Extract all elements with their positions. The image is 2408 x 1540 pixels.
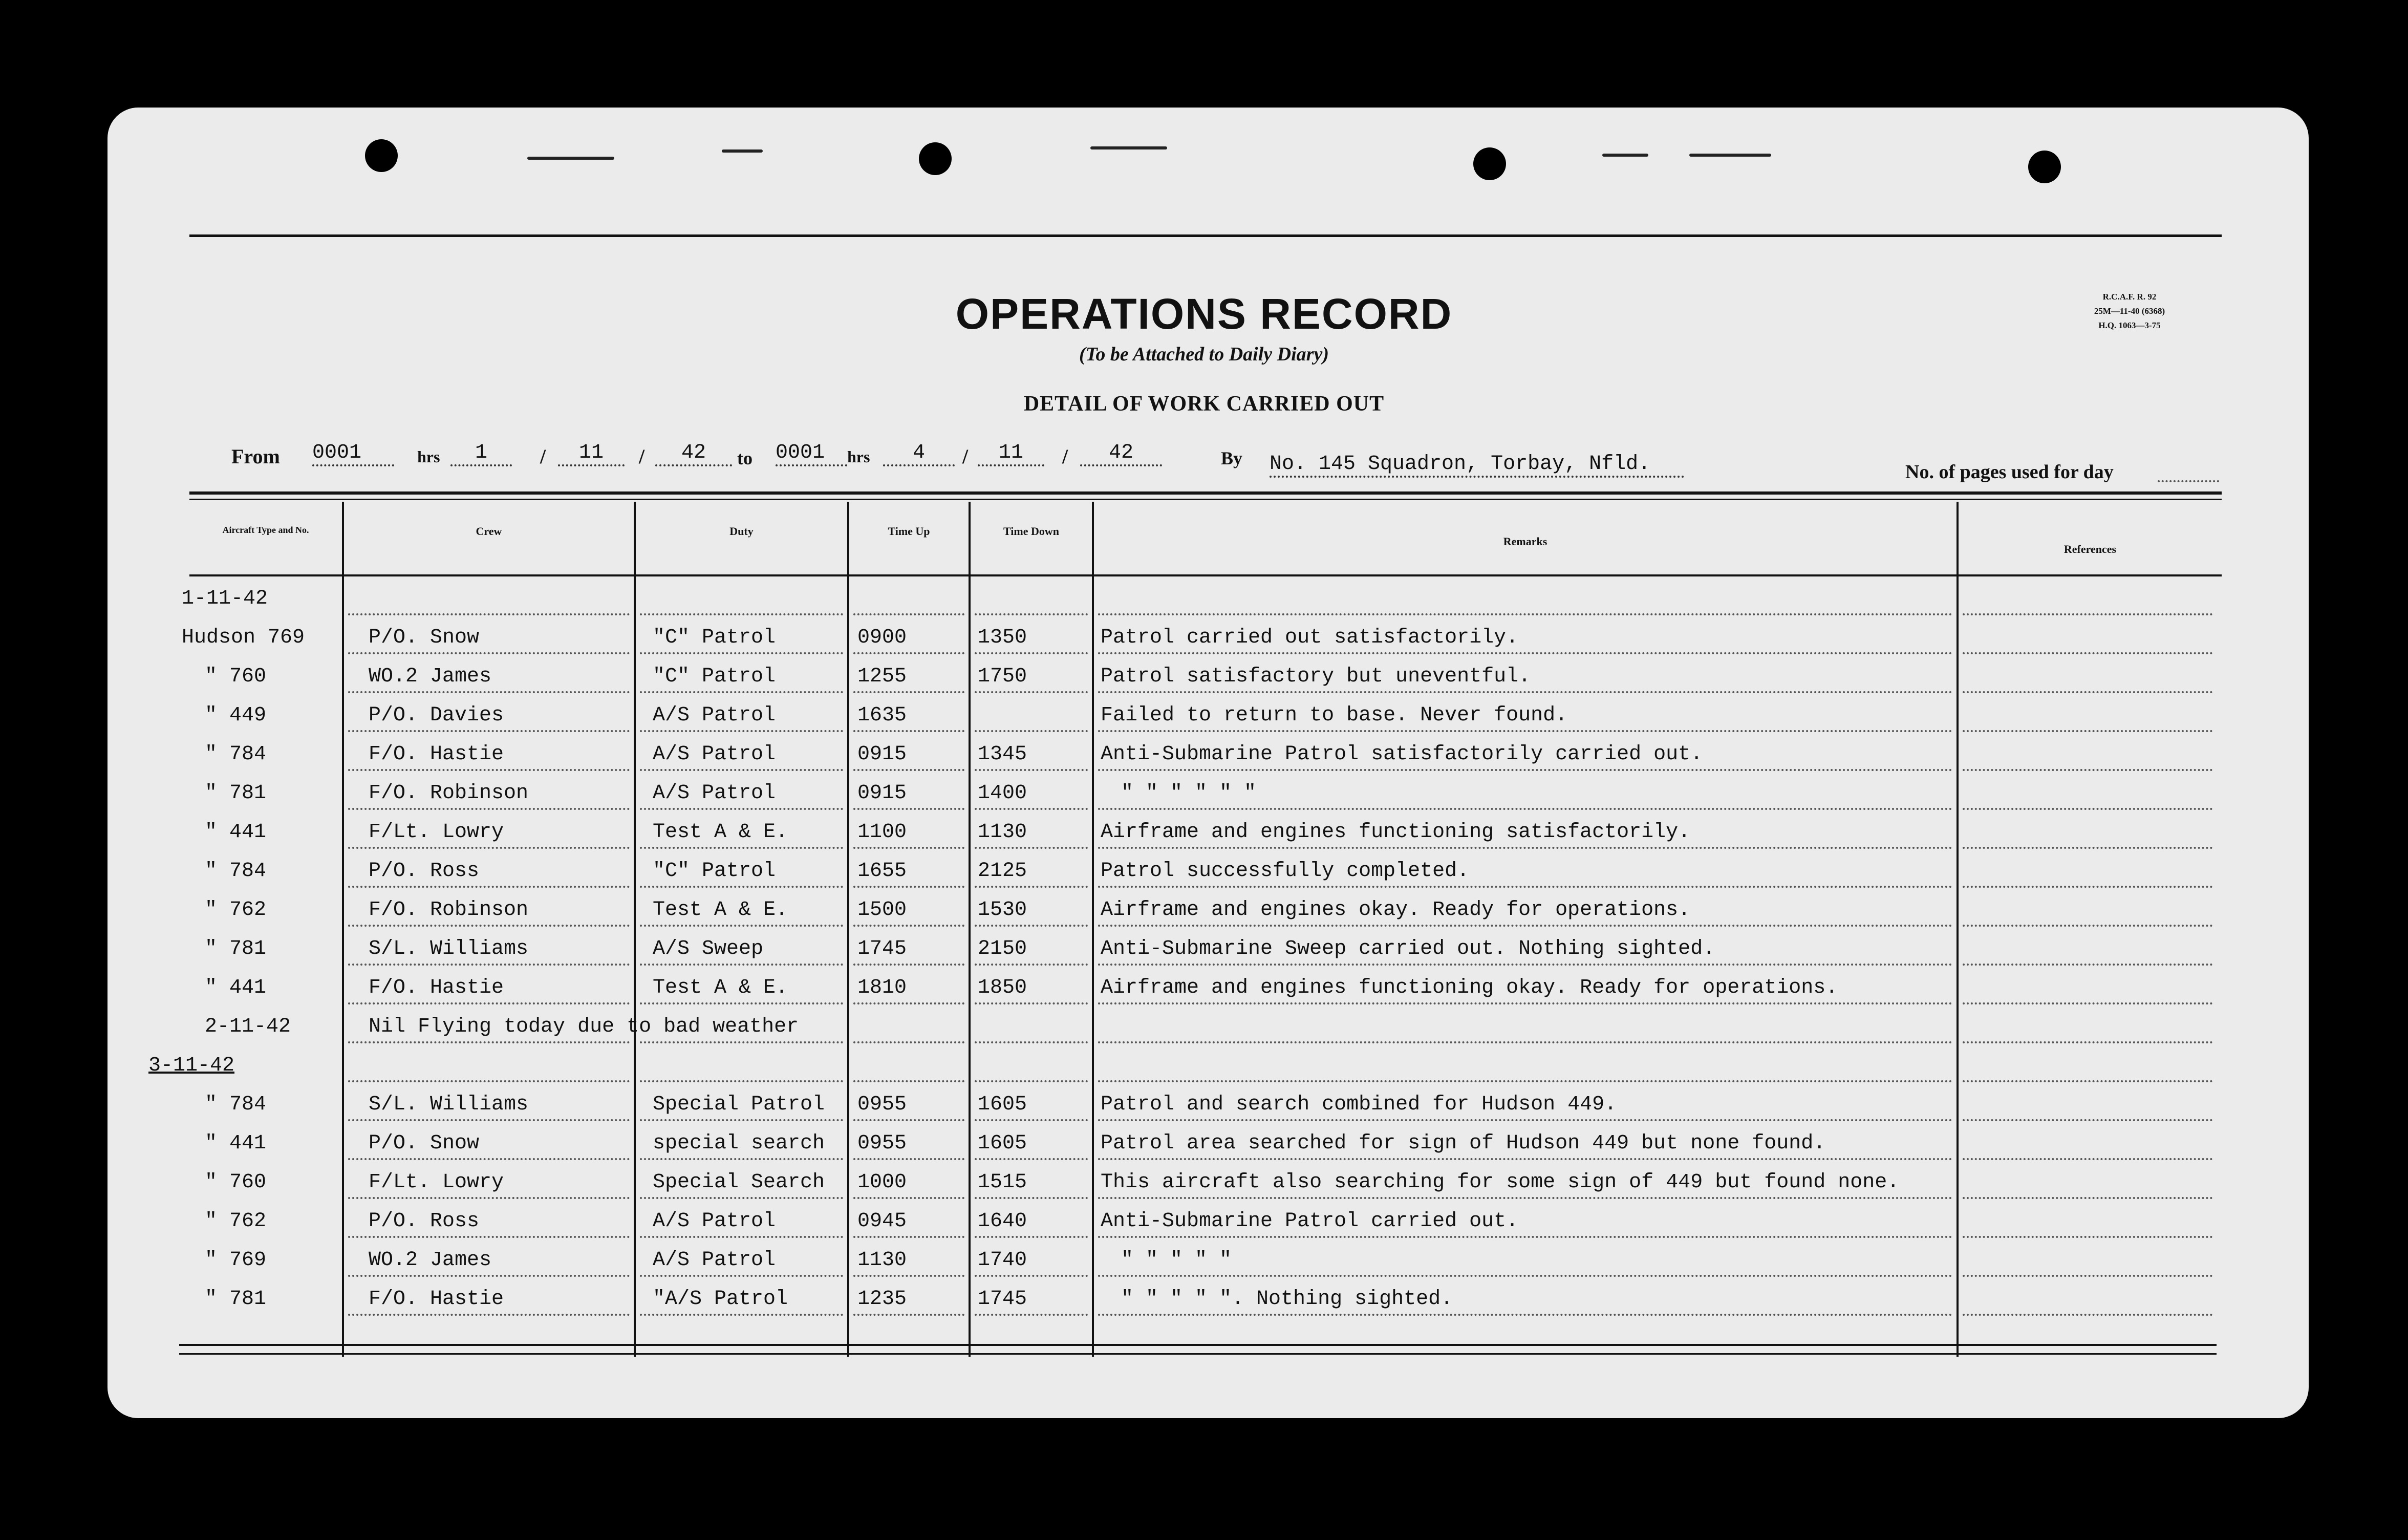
punch-mark [1602, 154, 1648, 157]
crew-cell: P/O. Ross [369, 860, 480, 883]
time-down-cell: 1605 [978, 1093, 1027, 1116]
row-dotted-rule [640, 1197, 843, 1199]
duty-cell: special search [653, 1132, 825, 1155]
row-dotted-rule [853, 1080, 964, 1082]
row-dotted-rule [640, 808, 843, 810]
from-day: 1 [450, 441, 512, 466]
row-dotted-rule [853, 1041, 964, 1043]
crew-cell: F/O. Hastie [369, 743, 504, 766]
aircraft-cell: " 760 [205, 1171, 267, 1194]
from-time: 0001 [312, 441, 394, 466]
row-dotted-rule [348, 1002, 630, 1004]
row-dotted-rule [975, 769, 1088, 771]
pages-fill [2158, 480, 2219, 482]
row-dotted-rule [1098, 613, 1952, 615]
aircraft-cell: 2-11-42 [205, 1015, 291, 1038]
crew-cell: WO.2 James [369, 665, 492, 688]
row-dotted-rule [640, 769, 843, 771]
aircraft-cell: " 784 [205, 860, 267, 883]
row-dotted-rule [1963, 808, 2212, 810]
col-header-crew: Crew [476, 525, 502, 538]
top-rule [189, 234, 2222, 237]
col-header-remarks: Remarks [1503, 535, 1547, 548]
date-separator: / [540, 445, 546, 468]
crew-cell: F/O. Robinson [369, 899, 529, 922]
time-up-cell: 0915 [857, 782, 907, 805]
row-dotted-rule [1098, 1119, 1952, 1121]
table-bottom-rule-2 [179, 1353, 2217, 1355]
binder-hole [1473, 147, 1506, 180]
time-down-cell: 1400 [978, 782, 1027, 805]
duty-cell: A/S Sweep [653, 937, 764, 960]
row-dotted-rule [348, 925, 630, 927]
row-dotted-rule [853, 691, 964, 693]
duty-cell: Special Patrol [653, 1093, 825, 1116]
row-dotted-rule [1963, 1080, 2212, 1082]
row-dotted-rule [1963, 691, 2212, 693]
row-dotted-rule [853, 1275, 964, 1277]
row-dotted-rule [640, 886, 843, 888]
row-dotted-rule [1098, 769, 1952, 771]
crew-cell: P/O. Snow [369, 626, 480, 649]
row-dotted-rule [348, 808, 630, 810]
to-year: 42 [1080, 441, 1162, 466]
crew-cell: F/O. Robinson [369, 782, 529, 805]
remarks-cell: Patrol and search combined for Hudson 449. [1101, 1093, 1617, 1116]
row-dotted-rule [853, 1119, 964, 1121]
remarks-cell: Airframe and engines okay. Ready for operations. [1101, 899, 1691, 922]
row-dotted-rule [348, 769, 630, 771]
remarks-cell: Airframe and engines functioning satisfactorily. [1101, 821, 1691, 844]
time-up-cell: 1100 [857, 821, 907, 844]
row-dotted-rule [640, 964, 843, 966]
row-dotted-rule [640, 1314, 843, 1316]
aircraft-cell: " 781 [205, 937, 267, 960]
row-dotted-rule [1963, 847, 2212, 849]
remarks-cell: Anti-Submarine Patrol carried out. [1101, 1210, 1519, 1233]
row-dotted-rule [975, 886, 1088, 888]
crew-cell: P/O. Snow [369, 1132, 480, 1155]
row-dotted-rule [640, 847, 843, 849]
time-up-cell: 1000 [857, 1171, 907, 1194]
time-up-cell: 1500 [857, 899, 907, 922]
row-dotted-rule [640, 1119, 843, 1121]
row-dotted-rule [1098, 886, 1952, 888]
form-ref-line: R.C.A.F. R. 92 [2102, 292, 2157, 302]
punch-mark [1090, 146, 1167, 149]
remarks-cell: Anti-Submarine Sweep carried out. Nothing sighted. [1101, 937, 1715, 960]
remarks-cell: " " " " " " [1121, 782, 1257, 805]
row-dotted-rule [975, 1041, 1088, 1043]
col-header-duty: Duty [729, 525, 754, 538]
crew-cell: F/Lt. Lowry [369, 821, 504, 844]
section-heading: DETAIL OF WORK CARRIED OUT [1023, 392, 1385, 416]
page-title: OPERATIONS RECORD [955, 290, 1453, 338]
row-dotted-rule [853, 1197, 964, 1199]
row-dotted-rule [853, 1236, 964, 1238]
crew-cell: F/O. Hastie [369, 1288, 504, 1311]
time-up-cell: 0900 [857, 626, 907, 649]
row-dotted-rule [640, 1002, 843, 1004]
header-rule [189, 574, 2222, 576]
row-dotted-rule [348, 1119, 630, 1121]
row-dotted-rule [1963, 1236, 2212, 1238]
remarks-cell: Patrol successfully completed. [1101, 860, 1470, 883]
time-down-cell: 1740 [978, 1249, 1027, 1272]
row-dotted-rule [348, 886, 630, 888]
column-divider [847, 502, 849, 1357]
row-dotted-rule [1098, 1158, 1952, 1160]
row-dotted-rule [640, 730, 843, 732]
row-dotted-rule [1963, 886, 2212, 888]
row-dotted-rule [1963, 1275, 2212, 1277]
row-dotted-rule [348, 1080, 630, 1082]
crew-cell: P/O. Ross [369, 1210, 480, 1233]
row-dotted-rule [348, 847, 630, 849]
by-label: By [1221, 448, 1243, 468]
row-dotted-rule [1963, 1158, 2212, 1160]
row-dotted-rule [1963, 964, 2212, 966]
time-down-cell: 1640 [978, 1210, 1027, 1233]
row-dotted-rule [1098, 1041, 1952, 1043]
crew-cell: F/Lt. Lowry [369, 1171, 504, 1194]
row-dotted-rule [348, 1314, 630, 1316]
row-dotted-rule [1098, 730, 1952, 732]
row-dotted-rule [1098, 964, 1952, 966]
time-down-cell: 1850 [978, 976, 1027, 999]
row-dotted-rule [975, 730, 1088, 732]
remarks-cell: This aircraft also searching for some sign of 449 but found none. [1101, 1171, 1900, 1194]
row-dotted-rule [853, 886, 964, 888]
row-dotted-rule [853, 1158, 964, 1160]
duty-cell: A/S Patrol [653, 743, 776, 766]
row-dotted-rule [853, 652, 964, 654]
row-dotted-rule [1963, 1314, 2212, 1316]
duty-cell: A/S Patrol [653, 704, 776, 727]
row-dotted-rule [975, 847, 1088, 849]
aircraft-cell: " 781 [205, 1288, 267, 1311]
row-dotted-rule [1963, 1002, 2212, 1004]
date-separator: / [1062, 445, 1068, 468]
row-dotted-rule [348, 652, 630, 654]
aircraft-cell: " 762 [205, 1210, 267, 1233]
col-header-time-down: Time Down [1003, 525, 1059, 538]
aircraft-cell: " 781 [205, 782, 267, 805]
row-dotted-rule [1963, 1119, 2212, 1121]
page-subtitle: (To be Attached to Daily Diary) [1079, 344, 1329, 365]
time-up-cell: 1235 [857, 1288, 907, 1311]
aircraft-cell: " 441 [205, 1132, 267, 1155]
remarks-cell: Patrol satisfactory but uneventful. [1101, 665, 1531, 688]
row-dotted-rule [348, 691, 630, 693]
aircraft-cell: " 441 [205, 821, 267, 844]
hrs-label-2: hrs [847, 447, 870, 466]
hrs-label: hrs [417, 447, 440, 466]
row-dotted-rule [975, 964, 1088, 966]
pages-label: No. of pages used for day [1905, 461, 2114, 483]
row-dotted-rule [1098, 847, 1952, 849]
row-dotted-rule [1098, 691, 1952, 693]
row-dotted-rule [975, 808, 1088, 810]
duty-cell: A/S Patrol [653, 782, 776, 805]
aircraft-cell: Hudson 769 [182, 626, 305, 649]
binder-hole [2028, 151, 2061, 183]
column-divider [342, 502, 344, 1357]
duty-cell: "C" Patrol [653, 860, 776, 883]
aircraft-cell: " 762 [205, 899, 267, 922]
time-down-cell: 1350 [978, 626, 1027, 649]
row-dotted-rule [1098, 652, 1952, 654]
row-dotted-rule [348, 1158, 630, 1160]
row-dotted-rule [640, 1158, 843, 1160]
form-ref-line: 25M—11-40 (6368) [2094, 306, 2165, 316]
duty-cell: Special Search [653, 1171, 825, 1194]
duty-cell: A/S Patrol [653, 1249, 776, 1272]
row-dotted-rule [1963, 769, 2212, 771]
column-divider [969, 502, 971, 1357]
to-label: to [737, 448, 752, 468]
time-up-cell: 1810 [857, 976, 907, 999]
row-dotted-rule [1098, 1002, 1952, 1004]
duty-cell: "C" Patrol [653, 626, 776, 649]
crew-cell: S/L. Williams [369, 937, 529, 960]
time-down-cell: 2150 [978, 937, 1027, 960]
remarks-cell: " " " " ". Nothing sighted. [1121, 1288, 1453, 1311]
aircraft-cell: " 449 [205, 704, 267, 727]
row-dotted-rule [348, 1197, 630, 1199]
time-down-cell: 1745 [978, 1288, 1027, 1311]
row-dotted-rule [853, 1314, 964, 1316]
time-down-cell: 2125 [978, 860, 1027, 883]
row-dotted-rule [1098, 925, 1952, 927]
row-dotted-rule [853, 730, 964, 732]
crew-cell: P/O. Davies [369, 704, 504, 727]
time-up-cell: 1655 [857, 860, 907, 883]
time-down-cell: 1515 [978, 1171, 1027, 1194]
time-up-cell: 0915 [857, 743, 907, 766]
from-year: 42 [655, 441, 732, 466]
row-dotted-rule [975, 1080, 1088, 1082]
row-dotted-rule [853, 613, 964, 615]
row-dotted-rule [975, 925, 1088, 927]
row-dotted-rule [1098, 1275, 1952, 1277]
duty-cell: "C" Patrol [653, 665, 776, 688]
aircraft-cell: 1-11-42 [182, 587, 268, 610]
duty-cell: Test A & E. [653, 976, 788, 999]
to-month: 11 [978, 441, 1044, 466]
crew-cell: WO.2 James [369, 1249, 492, 1272]
remarks-cell: Failed to return to base. Never found. [1101, 704, 1568, 727]
row-dotted-rule [640, 1275, 843, 1277]
row-dotted-rule [348, 1236, 630, 1238]
table-bottom-rule [179, 1344, 2217, 1346]
row-dotted-rule [640, 1080, 843, 1082]
time-down-cell: 1530 [978, 899, 1027, 922]
row-dotted-rule [640, 613, 843, 615]
time-up-cell: 0955 [857, 1132, 907, 1155]
row-dotted-rule [348, 1275, 630, 1277]
punch-mark [722, 149, 763, 153]
aircraft-cell: " 784 [205, 743, 267, 766]
time-down-cell: 1130 [978, 821, 1027, 844]
col-header-references: References [2063, 543, 2117, 555]
row-dotted-rule [640, 1236, 843, 1238]
from-label: From [231, 445, 280, 468]
row-dotted-rule [640, 925, 843, 927]
remarks-cell: " " " " " [1121, 1249, 1232, 1272]
row-dotted-rule [975, 1002, 1088, 1004]
row-dotted-rule [975, 1275, 1088, 1277]
row-dotted-rule [1963, 652, 2212, 654]
date-separator: / [639, 445, 645, 468]
row-dotted-rule [1963, 1197, 2212, 1199]
column-divider [1956, 502, 1959, 1357]
row-dotted-rule [640, 652, 843, 654]
row-dotted-rule [975, 613, 1088, 615]
aircraft-cell: " 760 [205, 665, 267, 688]
row-dotted-rule [853, 1002, 964, 1004]
row-dotted-rule [975, 1158, 1088, 1160]
row-dotted-rule [853, 769, 964, 771]
duty-cell: A/S Patrol [653, 1210, 776, 1233]
time-down-cell: 1345 [978, 743, 1027, 766]
table-top-rule-2 [189, 499, 2222, 500]
row-dotted-rule [853, 925, 964, 927]
row-dotted-rule [853, 808, 964, 810]
row-dotted-rule [853, 847, 964, 849]
punch-mark [1689, 154, 1771, 157]
row-dotted-rule [1963, 925, 2212, 927]
row-dotted-rule [640, 691, 843, 693]
time-up-cell: 1635 [857, 704, 907, 727]
row-dotted-rule [1963, 730, 2212, 732]
to-time: 0001 [776, 441, 847, 466]
aircraft-cell: 3-11-42 [148, 1054, 235, 1077]
time-up-cell: 1130 [857, 1249, 907, 1272]
aircraft-cell: " 441 [205, 976, 267, 999]
row-dotted-rule [975, 691, 1088, 693]
row-dotted-rule [1098, 1080, 1952, 1082]
time-up-cell: 0955 [857, 1093, 907, 1116]
binder-hole [365, 139, 398, 172]
row-dotted-rule [1098, 1314, 1952, 1316]
remarks-cell: Anti-Submarine Patrol satisfactorily carried out. [1101, 743, 1703, 766]
time-up-cell: 1745 [857, 937, 907, 960]
row-dotted-rule [640, 1041, 843, 1043]
form-ref-line: H.Q. 1063—3-75 [2098, 320, 2161, 330]
row-dotted-rule [1963, 1041, 2212, 1043]
time-up-cell: 1255 [857, 665, 907, 688]
remarks-cell: Airframe and engines functioning okay. Ready for operations. [1101, 976, 1838, 999]
row-dotted-rule [975, 1119, 1088, 1121]
crew-cell: F/O. Hastie [369, 976, 504, 999]
row-dotted-rule [1963, 613, 2212, 615]
crew-cell: S/L. Williams [369, 1093, 529, 1116]
duty-cell: Test A & E. [653, 899, 788, 922]
time-down-cell: 1605 [978, 1132, 1027, 1155]
column-divider [634, 502, 636, 1357]
binder-hole [919, 142, 952, 175]
row-dotted-rule [348, 964, 630, 966]
remarks-cell: Patrol carried out satisfactorily. [1101, 626, 1519, 649]
row-dotted-rule [975, 1236, 1088, 1238]
to-day: 4 [883, 441, 955, 466]
aircraft-cell: " 784 [205, 1093, 267, 1116]
form-reference [2053, 290, 2206, 333]
row-dotted-rule [348, 1041, 630, 1043]
time-up-cell: 0945 [857, 1210, 907, 1233]
remarks-cell: Patrol area searched for sign of Hudson 449 but none found. [1101, 1132, 1826, 1155]
row-dotted-rule [853, 964, 964, 966]
row-dotted-rule [1098, 1236, 1952, 1238]
duty-cell: Test A & E. [653, 821, 788, 844]
row-dotted-rule [1098, 808, 1952, 810]
row-dotted-rule [348, 730, 630, 732]
crew-cell: Nil Flying today due to bad weather [369, 1015, 799, 1038]
unit-name: No. 145 Squadron, Torbay, Nfld. [1270, 453, 1684, 478]
punch-mark [527, 157, 614, 160]
time-down-cell: 1750 [978, 665, 1027, 688]
row-dotted-rule [348, 613, 630, 615]
table-top-rule [189, 491, 2222, 495]
row-dotted-rule [975, 1197, 1088, 1199]
row-dotted-rule [1098, 1197, 1952, 1199]
row-dotted-rule [975, 652, 1088, 654]
duty-cell: "A/S Patrol [653, 1288, 788, 1311]
aircraft-cell: " 769 [205, 1249, 267, 1272]
column-divider [1092, 502, 1094, 1357]
col-header-aircraft: Aircraft Type and No. [222, 525, 309, 535]
date-separator: / [962, 445, 969, 468]
row-dotted-rule [975, 1314, 1088, 1316]
col-header-time-up: Time Up [888, 525, 930, 538]
from-month: 11 [558, 441, 625, 466]
